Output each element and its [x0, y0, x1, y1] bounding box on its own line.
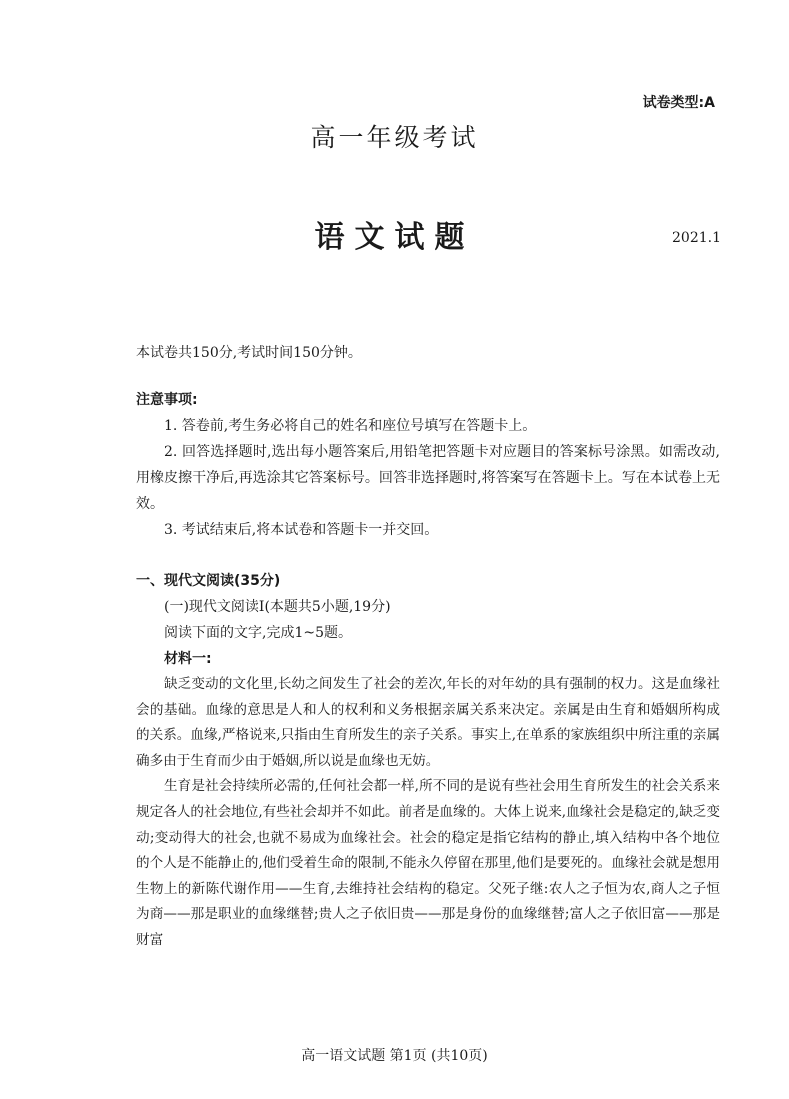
passage-paragraph: 生育是社会持续所必需的,任何社会都一样,所不同的是说有些社会用生育所发生的社会关系来规定各人的社会地位,有些社会却并不如此。前者是血缘的。大体上说来,血缘社会是稳定的,缺乏变动;变动得大的社会,也就不易成为血缘社会。社会的稳定是指它结构的静止,填入结构中各个地位的个人是不能静止的,他们受着生命的限制,不能永久停留在那里,他们是要死的。血缘社会就是想用生物上的新陈代谢作用——生育,去维持社会结构的稳定。父死子继:农人之子恒为农,商人之子恒为商——那是职业的血缘继替;贵人之子依旧贵——那是身份的血缘继替;富人之子依旧富——那是财富 [136, 778, 720, 948]
notice-item: 3. 考试结束后,将本试卷和答题卡一并交回。 [164, 522, 439, 538]
notice-item: 2. 回答选择题时,选出每小题答案后,用铅笔把答题卡对应题目的答案标号涂黑。如需改动,用橡皮擦干净后,再选涂其它答案标号。回答非选择题时,将答案写在答题卡上。写在本试卷上无效。 [136, 444, 720, 512]
grade-title: 高一年级考试 [310, 123, 479, 152]
section-heading: 一、现代文阅读(35分) [136, 573, 281, 589]
reading-instruction: 阅读下面的文字,完成1~5题。 [164, 625, 352, 641]
notice-list [136, 413, 720, 543]
reading-passage [136, 672, 720, 954]
page-footer: 高一语文试题 第1页 (共10页) [301, 1048, 488, 1064]
main-title: 语文试题 [314, 220, 475, 255]
exam-date: 2021.1 [672, 230, 721, 246]
notice-heading: 注意事项: [136, 392, 198, 408]
notice-item: 1. 答卷前,考生务必将自己的姓名和座位号填写在答题卡上。 [164, 418, 537, 434]
passage-paragraph: 缺乏变动的文化里,长幼之间发生了社会的差次,年长的对年幼的具有强制的权力。这是血缘社会的基础。血缘的意思是人和人的权利和义务根据亲属关系来决定。亲属是由生育和婚姻所构成的关系。血缘,严格说来,只指由生育所发生的亲子关系。事实上,在单系的家族组织中所注重的亲属确多由于生育而少由于婚姻,所以说是血缘也无妨。 [136, 676, 720, 769]
sub-section-heading: (一)现代文阅读Ⅰ(本题共5小题,19分) [164, 599, 391, 615]
paper-type-label: 试卷类型:A [642, 95, 715, 111]
exam-intro: 本试卷共150分,考试时间150分钟。 [136, 345, 362, 361]
material-label: 材料一: [164, 651, 212, 667]
